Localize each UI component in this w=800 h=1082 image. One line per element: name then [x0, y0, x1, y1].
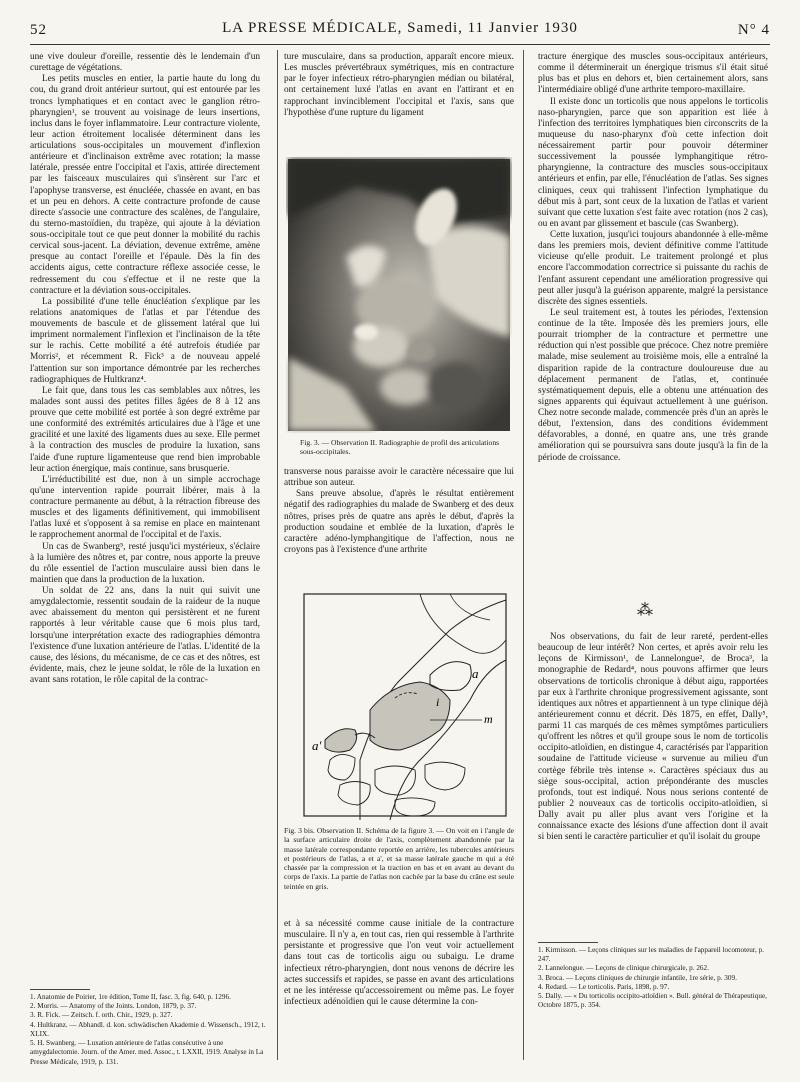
paragraph: L'irréductibilité est due, non à un simple accrochage qu'une intervention rapide pourrait libérer, mais à la contracture permanente au début, à la rétraction fibreuse des muscles et des ligaments définitivement, qui immobilisent l'atlas luxé et s'opposent à sa remise en place en maintenant le rapprochement anormal de l'occipital et de l'axis. — [30, 474, 260, 541]
column-divider — [523, 50, 524, 1060]
paragraph: Nos observations, du fait de leur rareté, perdent-elles beaucoup de leur intérêt? Non certes, et après avoir relu les leçons de Kirmisson¹, de Lannelongue², de Broca³, la monographie de Redard⁴, nous pouvons affirmer que leurs observations de torticolis chronique à début aigu, rapportées par eux à l'arthrite chronique progressivement agissante, sont identiques aux nôtres et appartiennent à un type clinique déjà antérieurement connu et décrit. Dès 1875, en effet, Dally⁵, parmi 11 cas marqués de ces mêmes symptômes particuliers qu'offrent les nôtres et qu'il groupe sous le nom de torticolis occipito-atloïdien, en distingue 4, caractérisés par l'apparition soudaine de l'attitude vicieuse « survenue au milieu d'un cortège fébrile très intense ». Caractères spéciaux dus au siège sous-occipital, action prépondérante des muscles profonds, tout est indiqué. Nous nous serions contenté de publier 2 nouveaux cas de torticolis occipito-atloïdien, si Dally avait pu aller plus avant vers l'origine et la connaissance exacte des lésions d'une affection dont il avait si bien senti le caractère particulier et qu'il isolait du groupe — [538, 632, 768, 843]
footnote-rule — [538, 942, 598, 943]
column-3-bottom — [538, 632, 768, 843]
page-number: 52 — [30, 22, 47, 38]
figure-3bis-schema — [300, 590, 510, 820]
label-a-prime: a' — [312, 738, 322, 753]
paragraph: Un cas de Swanberg⁵, resté jusqu'ici mystérieux, s'éclaire à la lumière des nôtres et, par contre, nous apporte la preuve du rôle essentiel de l'action musculaire aussi bien dans le maintien que dans la production de la luxation. — [30, 541, 260, 585]
paragraph: La possibilité d'une telle énucléation s'explique par les relations anatomiques de l'atlas et par l'étendue des mouvements de bascule et de glissement latéral que lui impriment normalement l'inflexion et l'inclinaison de la tête sur le rachis. Cette mobilité a été autrefois étudiée par Morris², et récemment R. Fick³ a de nouveau appelé l'attention sur son importance démontrée par les recherches radiographiques de Hultkranz⁴. — [30, 296, 260, 385]
paragraph: Cette luxation, jusqu'ici toujours abandonnée à elle-même dans les premiers mois, devient définitive comme l'attitude vicieuse qu'elle produit. Le traitement prolongé et plus encore l'accommodation correctrice si puissante du rachis de l'enfant assurent cependant une amélioration progressive qui peut aller jusqu'à la guérison apparente, malgré la persistance discrète des signes essentiels. — [538, 230, 768, 307]
paragraph: ture musculaire, dans sa production, apparaît encore mieux. Les muscles prévertébraux symétriques, mis en contracture par le foyer infectieux rétro-pharyngien médian ou bilatéral, ont certainement luxé l'atlas en avant en l'attirant et en rapprochant invinciblement l'occipital et l'axis, sans que l'hypothèse d'une rupture du ligament — [284, 52, 514, 118]
paragraph: Un soldat de 22 ans, dans la nuit qui suivit une amygdalectomie, ressentit soudain de la raideur de la nuque avec abaissement du menton qui persistèrent et ne furent rapportés à leur véritable cause que 6 mois plus tard, lorsqu'une interprétation exacte des radiographies démontra l'existence d'une luxation antérieure de l'atlas. L'identité de la cause, des lésions, du mécanisme, de ce cas et des nôtres, est évidente, mais, chez le jeune soldat, le rôle de la luxation en avant sans rotation, le rôle capital de la contrac- — [30, 586, 260, 685]
figure-3bis-caption: Fig. 3 bis. Observation II. Schéma de la figure 3. — On voit en i l'angle de la surface articulaire droite de l'axis, complètement abandonnée par la masse latérale correspondante reportée en arrière, les tubercules antérieurs et postérieurs de l'atlas, a et a', et sa masse latérale gauche m qui a été chassée par la compression et la traction en bas et en avant au devant du corps de l'axis. La partie de l'atlas non cachée par la base du crâne est seule teintée en gris. — [284, 826, 514, 891]
radiograph-image — [286, 157, 512, 433]
page-header — [30, 20, 770, 42]
footnote: 2. Morris. — Anatomy of the Joints. London, 1879, p. 37. — [30, 1002, 197, 1011]
footnote: 3. Broca. — Leçons cliniques de chirurgie infantile, 1re série, p. 309. — [538, 973, 737, 982]
paragraph: Le fait que, dans tous les cas semblables aux nôtres, les malades sont aussi des petites filles âgées de 8 à 12 ans prouve que cette mobilité est portée à son degré extrême par une conformité des extrémités articulaires due à l'âge et une gracilité et une laxité des ligaments dues au sexe. Elle permet à la contraction des muscles de produire la luxation, sans l'aide d'une rupture ligamenteuse que rend bien improbable leur action énergique, mais continue, sans brusquerie. — [30, 385, 260, 474]
column-1 — [30, 52, 260, 686]
footnote: 3. R. Fick. — Zeitsch. f. orth. Chir., 1929, p. 327. — [30, 1011, 173, 1020]
label-a: a — [472, 666, 479, 681]
schema-drawing — [300, 590, 510, 820]
paragraph: et à sa nécessité comme cause initiale de la contracture musculaire. Il n'y a, en tout cas, rien qui ressemble à l'arthrite persistante et progressive que l'on veut voir actuellement dans tout cas de torticolis aigu ou subaigu. Le drame infectieux rétro-pharyngien, dont nous venons de décrire les actes successifs et rapides, se passe en avant des articulations et ne les intéresse qu'accessoirement ou même pas. Le foyer infectieux adénoïdien qui le cause détermine la con- — [284, 919, 514, 1007]
column-2-middle — [284, 467, 514, 556]
label-i: i — [436, 695, 440, 709]
footnotes-left — [30, 993, 270, 1067]
paragraph: une vive douleur d'oreille, ressentie dès le lendemain d'un curettage de végétations. — [30, 52, 260, 74]
figure-3-radiograph — [286, 157, 512, 433]
journal-title: LA PRESSE MÉDICALE, Samedi, 11 Janvier 1930 — [222, 20, 578, 36]
footnote: 2. Lannelongue. — Leçons de clinique chirurgicale, p. 262. — [538, 964, 709, 973]
footnote: 5. Dally. — « Du torticolis occipito-atloïdien ». Bull. général de Thérapeutique, Octobre 1875, p. 354. — [538, 992, 767, 1010]
header-rule — [30, 44, 770, 45]
footnote: 1. Anatomie de Poirier, 1re édition, Tome II, fasc. 3, fig. 640, p. 1296. — [30, 993, 231, 1001]
footnote: 1. Kirmisson. — Leçons cliniques sur les maladies de l'appareil locomoteur, p. 247. — [538, 946, 764, 964]
column-2-bottom — [284, 919, 514, 1008]
column-2-top — [284, 52, 514, 119]
footnote-rule — [30, 989, 90, 990]
footnote: 4. Redard. — Le torticolis. Paris, 1898, p. 97. — [538, 982, 670, 991]
column-3-top — [538, 52, 768, 464]
paragraph: transverse nous paraisse avoir le caractère nécessaire que lui attribue son auteur. — [284, 467, 514, 489]
figure-3-caption: Fig. 3. — Observation II. Radiographie de profil des articulations sous-occipitales. — [300, 438, 500, 457]
paragraph: tracture énergique des muscles sous-occipitaux antérieurs, comme il déterminerait un énergique trismus s'il était situé plus bas et plus en dehors et, bien certainement alors, sans l'intermédiaire obligé d'une arthrite temporo-maxillaire. — [538, 52, 768, 96]
paragraph: Les petits muscles en entier, la partie haute du long du cou, du grand droit antérieur surtout, qui est entourée par les troncs lymphatiques et en contact avec le ganglion rétro-pharyngien¹, se trouvent au voisinage de leurs insertions, inclus dans le foyer inflammatoire. Leur contracture violente, leur action étroitement localisée déterminent dans les articulations sous-occipitales un mouvement d'inflexion antérieure et d'inclinaison extrême avec rotation; la masse latérale, pressée entre l'occipital et l'axis, attirée directement par les faisceaux musculaires qui s'insèrent sur l'arc et l'apophyse transverse, est énucléée, chassée en avant, en bas et un peu en dehors. A cette contracture profonde de cause directe s'associe une contracture des scalènes, de l'angulaire, du sterno-mastoïdien, du trapèze, qui ajoute à la déviation sous-occipitale tout ce que peut donner la mobilité du rachis cervical sous-jacent. La déviation, devenue extrême, amène presque au contact l'oreille et l'épaule. Dès la fin des accidents aigus, cette contracture réflexe associée cesse, le redressement du cou s'effectue et il ne reste que la contracture et la déviation sous-occipitales. — [30, 74, 260, 296]
column-divider — [277, 50, 278, 1060]
label-m: m — [484, 712, 493, 726]
footnote: 5. H. Swanberg. — Luxation antérieure de l'atlas consécutive à une amygdalectomie. Journ. of the Amer. med. Assoc., t. LXXII, 1919. Analyse in La Presse Médicale, 1919, p. 131. — [30, 1039, 264, 1066]
issue-number: N° 4 — [737, 22, 770, 38]
footnotes-right — [538, 946, 770, 1011]
footnote: 4. Hultkranz. — Abhandl. d. kon. schwädischen Akademie d. Wissensch., 1912, t. XLIX. — [30, 1020, 266, 1038]
paragraph: Il existe donc un torticolis que nous appelons le torticolis naso-pharyngien, parce que son apparition est liée à l'infection des territoires lymphatiques bien circonscrits de la muqueuse du naso-pharynx d'où cette infection doit nécessairement partir pour pouvoir déterminer successivement la poussée lymphangitique rétro-pharyngienne, la contracture des muscles sous-occipitaux antérieurs et enfin, par elle, l'énucléation de l'atlas. Ses signes cliniques, ceux qui trahissent l'infection lymphatique du début mis à part, sont ceux de la luxation de l'atlas et varient suivant que cette luxation s'est faite avec rotation (nos 2 cas), ou en avant par glissement et bascule (cas Swanberg). — [538, 96, 768, 229]
paragraph: Le seul traitement est, à toutes les périodes, l'extension continue de la tête. Imposée dès les premiers jours, elle pourrait triompher de la contracture et permettre une réduction qui n'est possible que précoce. Chez notre première malade, mise seulement au troisième mois, elle a entraîné la disparition rapide de la contracture douloureuse due au déplacement permanent de l'atlas, et, continuée systématiquement depuis, elle a obtenu une atténuation des signes apparents qui équivaut actuellement à une guérison. Chez notre seconde malade, commencée près d'un an après le début, l'extension, dans des conditions évidemment défavorables, a donné, en quatre ans, une très grande amélioration qui se poursuivra sans doute jusqu'à la fin de la période de croissance. — [538, 307, 768, 463]
section-asterism: ⁂ — [637, 602, 655, 619]
paragraph: Sans preuve absolue, d'après le résultat entièrement négatif des radiographies du malade de Swanberg et des deux nôtres, prises près de quatre ans après le début, d'après la production soudaine et emblée de la luxation, d'après le caractère adéno-lymphangitique de l'affection, nous ne croyons pas à l'existence d'une arthrite — [284, 489, 514, 555]
